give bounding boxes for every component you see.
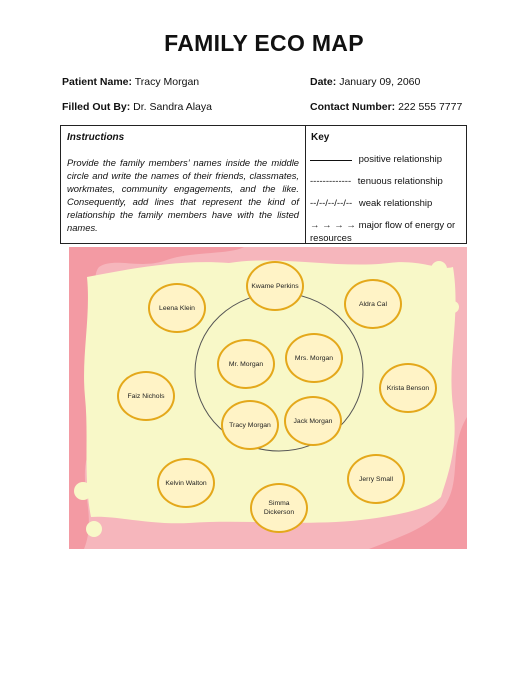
solid-line-symbol [310,160,352,161]
contact-number-field [310,101,462,113]
arrow-symbol: → → → → [310,220,356,231]
contact-node-kelvin-walton [157,458,215,508]
eco-map-diagram [69,247,467,549]
contact-name: Aldra Cal [359,300,387,308]
contact-name: Jerry Small [359,475,393,483]
contact-node-faiz-nichols [117,371,175,421]
key-energy-flow [310,219,465,245]
contact-name: Kwame Perkins [251,282,299,290]
contact-node-leena-klein [148,283,206,333]
instructions-text: Provide the family members’ names inside the middle circle and write the names of their friends, classmates, workmates, community engagements, and the like. Consequently, add lines that represent the kind of relationship the family members have with the listed names. [67,157,299,234]
key-tenuous-label: tenuous relationship [357,176,443,187]
key-heading: Key [311,132,330,143]
contact-name: Kelvin Walton [165,479,207,487]
family-member-name: Jack Morgan [293,417,333,425]
key-weak-label: weak relationship [358,198,433,209]
slashed-line-symbol: --/--/--/--/-- [310,198,353,209]
instructions-heading: Instructions [67,132,125,143]
patient-name-value: Tracy Morgan [134,76,200,88]
contact-node-krista-benson [379,363,437,413]
key-weak [310,198,432,209]
key-positive-label: positive relationship [358,154,443,165]
filled-out-by-value: Dr. Sandra Alaya [133,101,212,113]
date-label: Date: [310,76,337,88]
contact-name: Leena Klein [159,304,195,312]
family-member-name: Tracy Morgan [229,421,271,429]
family-node-mrs-morgan [285,333,343,383]
table-divider [305,126,306,243]
contact-node-simma-dickerson [250,483,308,533]
family-node-jack-morgan [284,396,342,446]
key-tenuous [310,176,443,187]
instructions-key-table [60,125,467,244]
key-energy-flow-label: major flow of energy or resources [310,220,456,244]
patient-name-field [62,76,199,88]
family-node-mr-morgan [217,339,275,389]
key-positive [310,154,442,165]
patient-name-label: Patient Name: [62,76,133,88]
contact-name: Simma Dickerson [263,500,295,516]
filled-out-by-label: Filled Out By: [62,101,131,113]
contact-number-label: Contact Number: [310,101,396,113]
contact-name: Krista Benson [386,384,430,392]
date-field [310,76,420,88]
contact-number-value: 222 555 7777 [398,101,463,113]
contact-node-aldra-cal [344,279,402,329]
family-node-tracy-morgan [221,400,279,450]
date-value: January 09, 2060 [339,76,421,88]
filled-out-by-field [62,101,212,113]
family-member-name: Mr. Morgan [228,360,264,368]
contact-node-jerry-small [347,454,405,504]
contact-node-kwame-perkins [246,261,304,311]
dashed-line-symbol: ------------- [310,176,352,187]
family-member-name: Mrs. Morgan [294,354,334,362]
contact-name: Faiz Nichols [127,392,165,400]
page-title: FAMILY ECO MAP [164,30,364,56]
